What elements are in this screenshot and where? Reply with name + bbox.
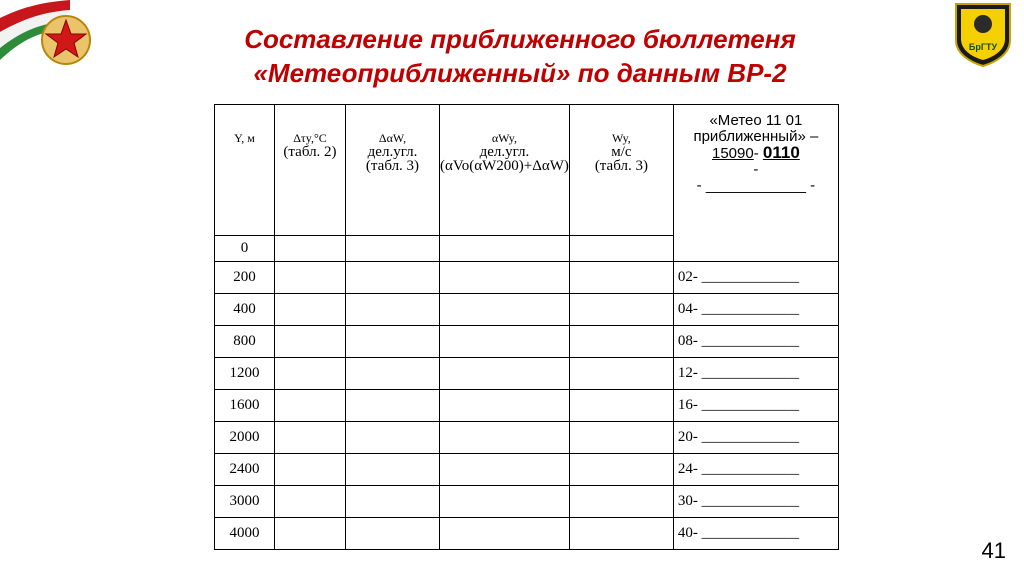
height-value: 3000 bbox=[215, 486, 275, 518]
column-header-sub: (табл. 2) bbox=[283, 144, 337, 160]
table-row bbox=[215, 294, 839, 326]
bulletin-line-4: - bbox=[753, 161, 759, 178]
column-header-wind-direction-correction bbox=[346, 105, 440, 236]
bulletin-code-2: 0110 bbox=[762, 143, 800, 162]
flag-ribbon-emblem bbox=[0, 0, 110, 80]
bulletin-line-2: приближенный» – bbox=[693, 128, 819, 145]
column-header-main: αWy, bbox=[491, 131, 517, 145]
height-value: 800 bbox=[215, 326, 275, 358]
column-header-wind-speed bbox=[569, 105, 673, 236]
entry-cell bbox=[440, 326, 570, 358]
badge-text: БрГТУ bbox=[968, 42, 998, 52]
column-header-sub2: (табл. 3) bbox=[365, 158, 420, 174]
entry-cell bbox=[275, 294, 346, 326]
entry-cell bbox=[346, 358, 440, 390]
bulletin-code-1: 15090 bbox=[712, 145, 754, 162]
entry-cell bbox=[440, 454, 570, 486]
entry-cell bbox=[440, 262, 570, 294]
meteo-table bbox=[214, 104, 839, 550]
column-header-sub2: (табл. 3) bbox=[594, 158, 648, 174]
bulletin-row-code: 30- _____________ bbox=[673, 486, 838, 518]
entry-cell bbox=[440, 236, 570, 262]
bulletin-row-code: 02- _____________ bbox=[673, 262, 838, 294]
column-header-sub: дел.угл. bbox=[479, 144, 530, 160]
column-header-wind-direction bbox=[440, 105, 570, 236]
entry-cell bbox=[440, 390, 570, 422]
bulletin-row-code: 12- _____________ bbox=[673, 358, 838, 390]
bulletin-row-code: 20- _____________ bbox=[673, 422, 838, 454]
table-row bbox=[215, 326, 839, 358]
column-header-main: ΔαW, bbox=[378, 131, 407, 145]
column-header-height bbox=[215, 105, 275, 236]
entry-cell bbox=[569, 486, 673, 518]
height-value: 400 bbox=[215, 294, 275, 326]
table-row bbox=[215, 422, 839, 454]
entry-cell bbox=[275, 358, 346, 390]
table-row bbox=[215, 390, 839, 422]
entry-cell bbox=[346, 390, 440, 422]
table-row bbox=[215, 518, 839, 550]
entry-cell bbox=[346, 262, 440, 294]
entry-cell bbox=[569, 454, 673, 486]
entry-cell bbox=[440, 422, 570, 454]
bulletin-row-code: 24- _____________ bbox=[673, 454, 838, 486]
entry-cell bbox=[346, 326, 440, 358]
entry-cell bbox=[569, 422, 673, 454]
entry-cell bbox=[440, 358, 570, 390]
bulletin-header-template bbox=[673, 105, 838, 262]
bulletin-row-code: 08- _____________ bbox=[673, 326, 838, 358]
entry-cell bbox=[346, 454, 440, 486]
entry-cell bbox=[346, 236, 440, 262]
entry-cell bbox=[346, 518, 440, 550]
entry-cell bbox=[275, 486, 346, 518]
entry-cell bbox=[275, 236, 346, 262]
entry-cell bbox=[569, 358, 673, 390]
bulletin-dash: - bbox=[753, 145, 759, 162]
height-value: 1600 bbox=[215, 390, 275, 422]
bulletin-row-code: 40- _____________ bbox=[673, 518, 838, 550]
table-row bbox=[215, 262, 839, 294]
height-value: 2000 bbox=[215, 422, 275, 454]
entry-cell bbox=[569, 326, 673, 358]
bulletin-row-code: 16- _____________ bbox=[673, 390, 838, 422]
height-value: 2400 bbox=[215, 454, 275, 486]
university-badge bbox=[950, 0, 1016, 68]
entry-cell bbox=[275, 518, 346, 550]
entry-cell bbox=[275, 454, 346, 486]
title-line-1: Составление приближенного бюллетеня bbox=[244, 24, 796, 54]
entry-cell bbox=[346, 422, 440, 454]
entry-cell bbox=[569, 390, 673, 422]
column-header-temp-deviation bbox=[275, 105, 346, 236]
bulletin-line-5: - ____________ - bbox=[696, 177, 816, 194]
page-number: 41 bbox=[981, 538, 1006, 563]
bulletin-codes bbox=[674, 145, 838, 162]
height-value: 200 bbox=[215, 262, 275, 294]
entry-cell bbox=[440, 486, 570, 518]
height-value: 0 bbox=[215, 236, 275, 262]
entry-cell bbox=[440, 294, 570, 326]
height-value: 4000 bbox=[215, 518, 275, 550]
column-header-sub: м/с bbox=[611, 144, 632, 160]
column-header-main: Y, м bbox=[234, 131, 255, 145]
page-title bbox=[150, 22, 890, 90]
table-row bbox=[215, 454, 839, 486]
column-header-main: Wy, bbox=[611, 131, 631, 145]
bulletin-row-code: 04- _____________ bbox=[673, 294, 838, 326]
column-header-main: Δτy,°С bbox=[293, 131, 327, 145]
height-value: 1200 bbox=[215, 358, 275, 390]
entry-cell bbox=[275, 262, 346, 294]
table-row bbox=[215, 358, 839, 390]
entry-cell bbox=[346, 294, 440, 326]
entry-cell bbox=[275, 326, 346, 358]
column-header-sub2: (αVo(αW200)+ΔαW) bbox=[440, 158, 569, 174]
entry-cell bbox=[569, 294, 673, 326]
entry-cell bbox=[569, 518, 673, 550]
table-row bbox=[215, 486, 839, 518]
entry-cell bbox=[275, 390, 346, 422]
entry-cell bbox=[275, 422, 346, 454]
entry-cell bbox=[569, 262, 673, 294]
entry-cell bbox=[569, 236, 673, 262]
entry-cell bbox=[346, 486, 440, 518]
bulletin-line-1: «Метео 11 01 bbox=[709, 112, 803, 129]
entry-cell bbox=[440, 518, 570, 550]
column-header-sub: дел.угл. bbox=[367, 144, 418, 160]
title-line-2: «Метеоприближенный» по данным ВР-2 bbox=[253, 58, 787, 88]
